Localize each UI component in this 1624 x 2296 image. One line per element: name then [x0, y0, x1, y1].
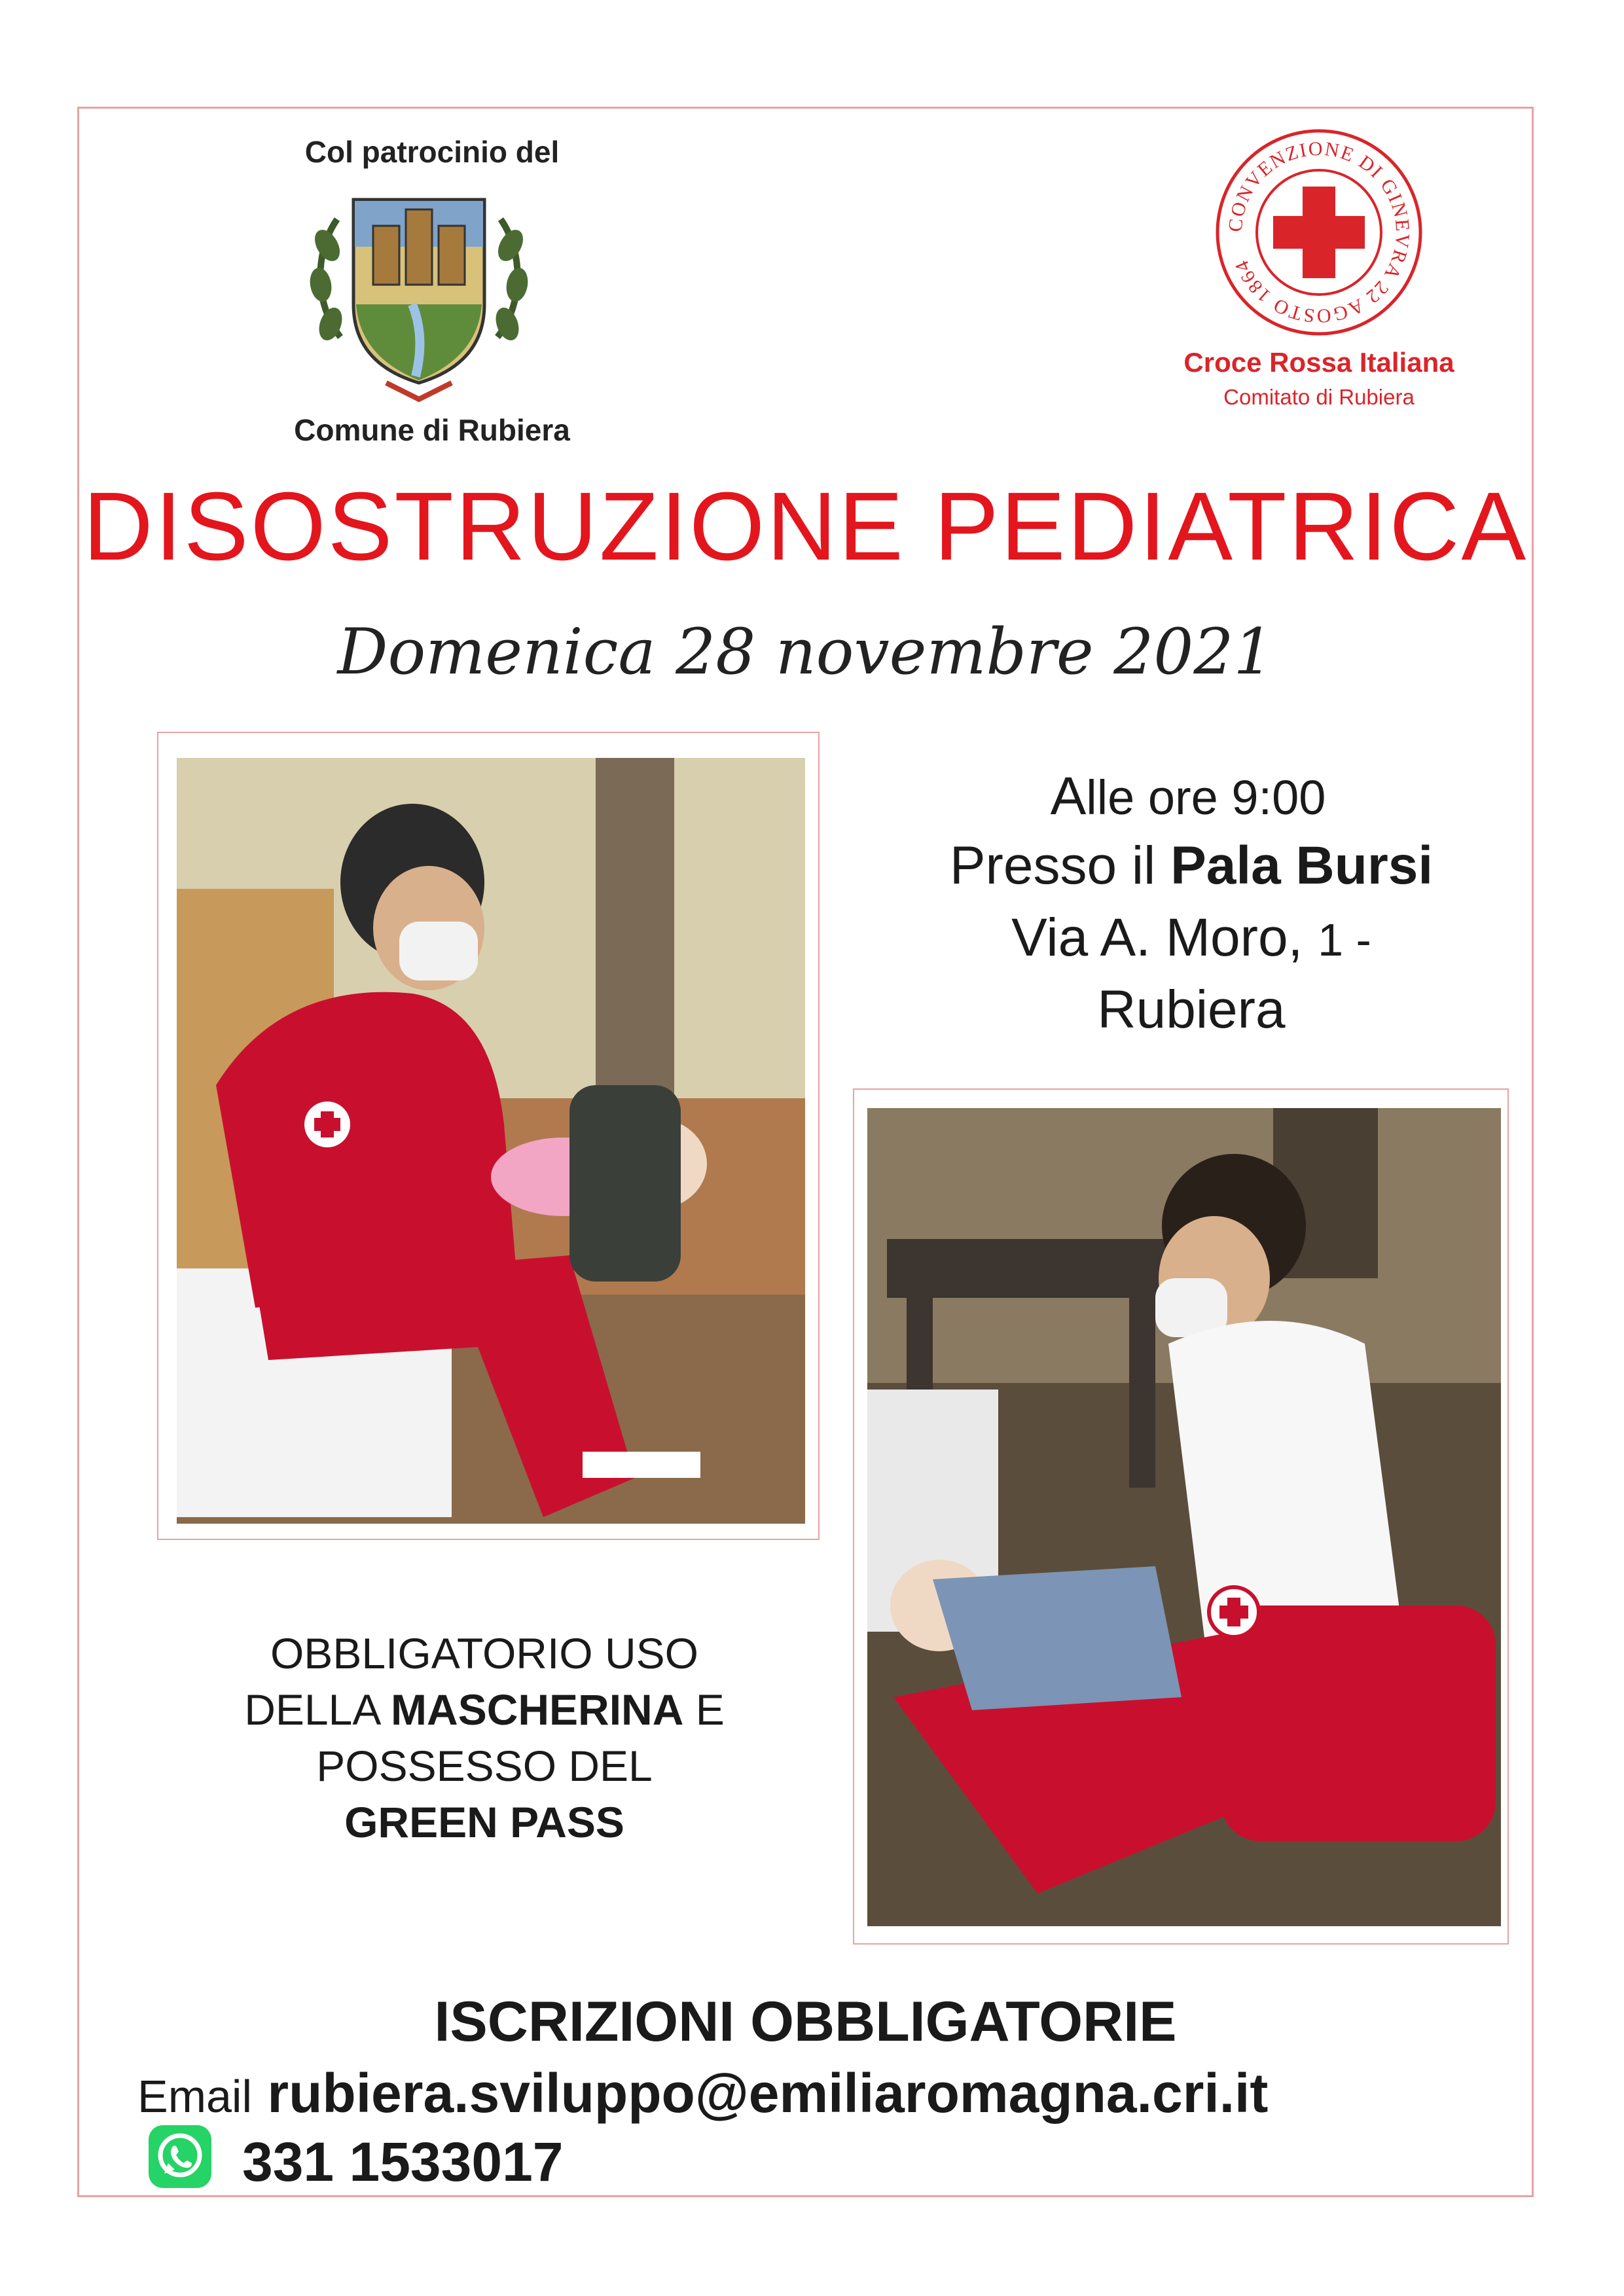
street-number: 1 -	[1318, 914, 1371, 965]
page-title: DISOSTRUZIONE PEDIATRICA	[82, 473, 1528, 581]
city-line: Rubiera	[1097, 980, 1286, 1039]
venue-name: Pala Bursi	[1170, 836, 1434, 895]
volunteer-kneeling-photo	[867, 1108, 1501, 1926]
phone-number[interactable]: 331 1533017	[242, 2131, 564, 2193]
time-text: lle ore 9:00	[1086, 770, 1326, 825]
red-cross-logo-icon	[1211, 124, 1427, 340]
registration-heading: ISCRIZIONI OBBLIGATORIE	[434, 1990, 1177, 2053]
notice-line2	[190, 1685, 779, 1734]
cri-name: Croce Rossa Italiana	[1183, 347, 1454, 378]
notice-line2-a: DELLA	[244, 1685, 379, 1734]
cri-ring-text: CONVENZIONE DI GINEVRA 22 AGOSTO 1864	[1224, 137, 1414, 327]
event-date: Domenica 28 novembre 2021	[337, 615, 1274, 689]
email-label: Email	[137, 2071, 253, 2122]
patronage-bottom-text: Comune di Rubiera	[294, 413, 570, 447]
whatsapp-icon	[147, 2124, 213, 2189]
venue-line	[864, 835, 1519, 897]
street-line	[864, 907, 1519, 969]
time-initial: A	[1050, 766, 1087, 826]
venue-presso: Presso il	[949, 836, 1156, 895]
notice-line1: OBBLIGATORIO USO	[270, 1629, 699, 1677]
volunteer-seated-photo	[177, 758, 805, 1524]
street-name: Via A. Moro,	[1011, 908, 1303, 967]
email-link[interactable]: rubiera.sviluppo@emiliaromagna.cri.it	[267, 2062, 1269, 2124]
patronage-top-text: Col patrocinio del	[304, 135, 560, 169]
notice-line3: POSSESSO DEL	[316, 1742, 653, 1790]
notice-line2-c: E	[695, 1685, 725, 1734]
notice-green-pass: GREEN PASS	[344, 1798, 624, 1846]
notice-mascherina: MASCHERINA	[391, 1685, 684, 1734]
event-time	[877, 766, 1499, 827]
coat-of-arms-icon	[301, 173, 537, 409]
cri-committee: Comitato di Rubiera	[1223, 385, 1415, 409]
email-line	[137, 2062, 1532, 2125]
